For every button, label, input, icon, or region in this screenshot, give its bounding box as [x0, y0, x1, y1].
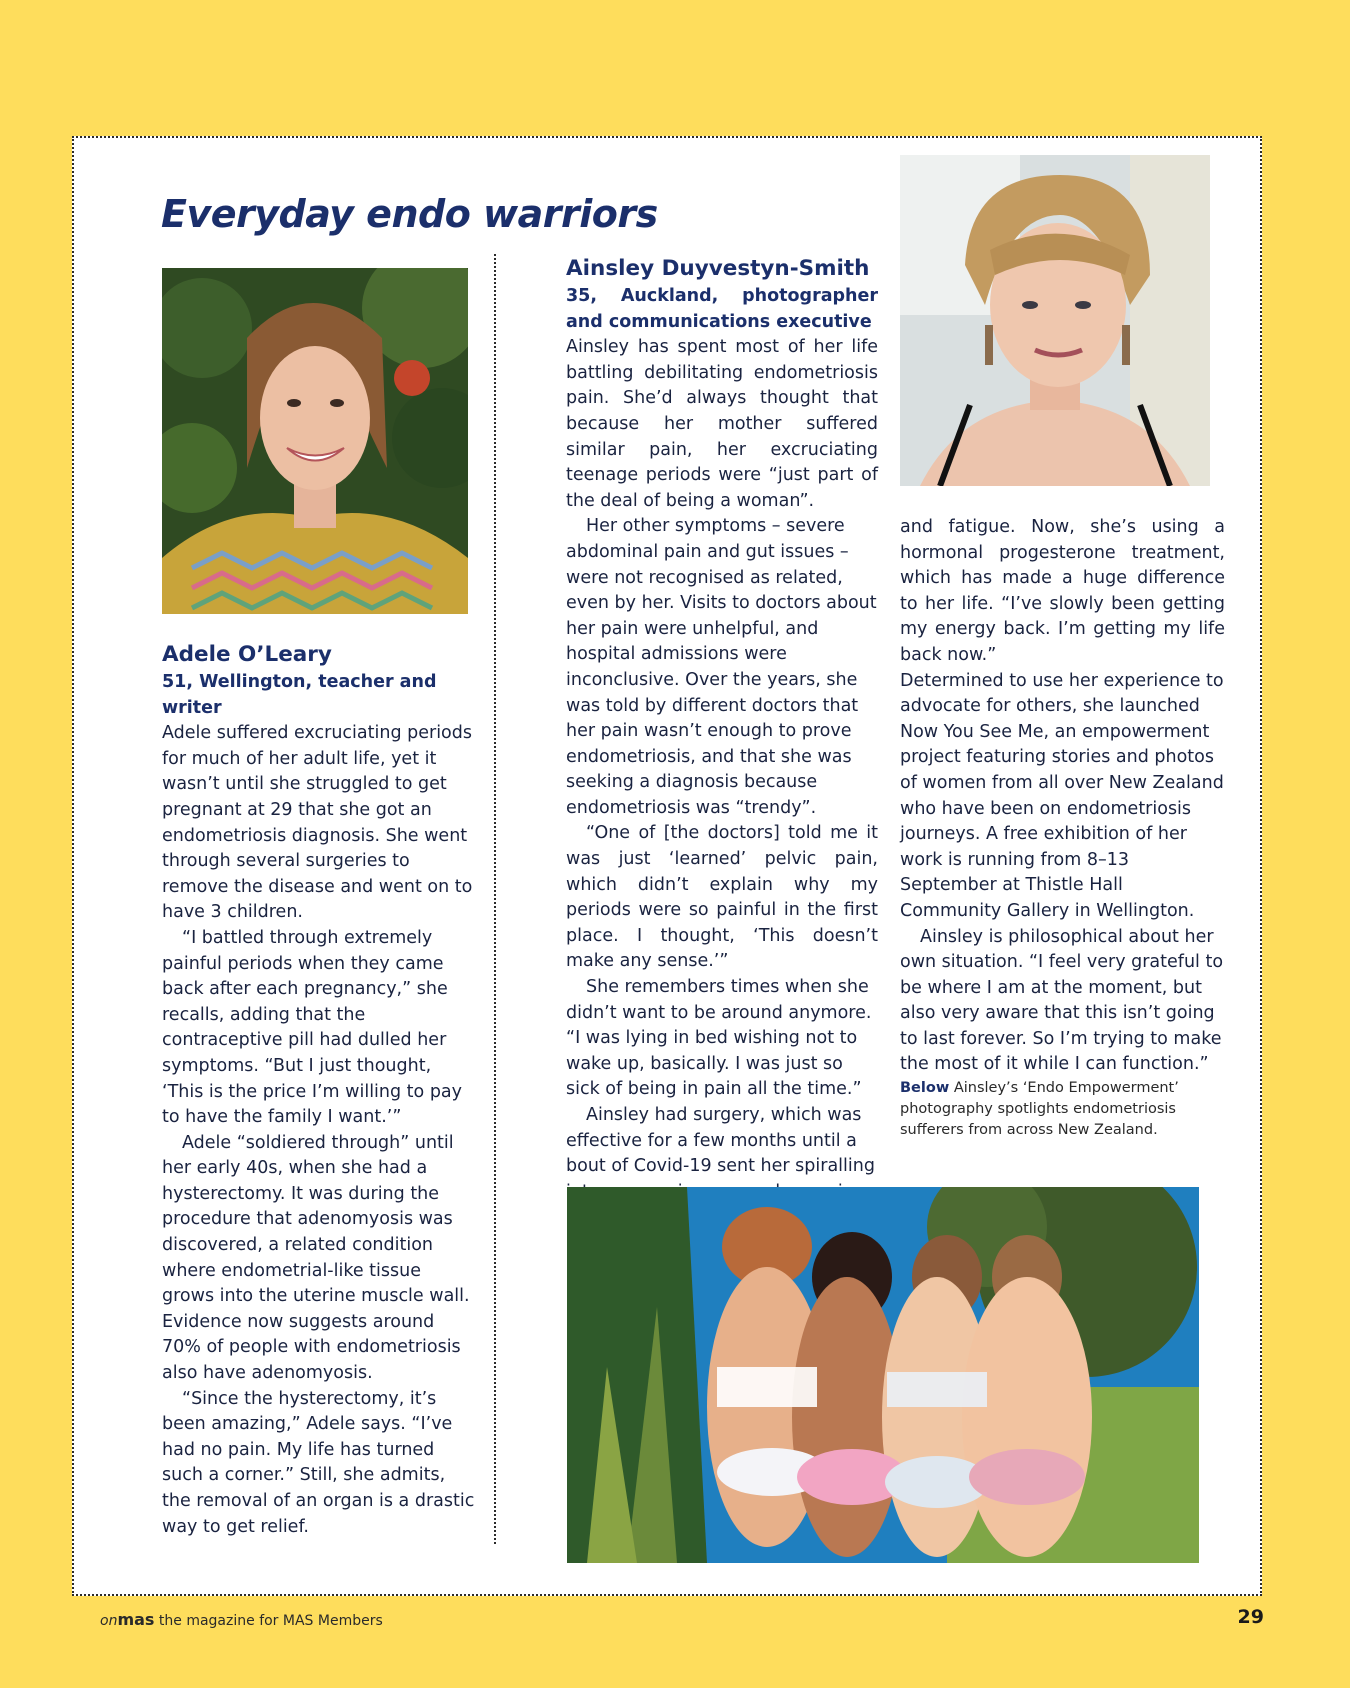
magazine-footer — [100, 1610, 383, 1629]
footer-brand-mas: mas — [117, 1610, 155, 1629]
ainsley-paragraph: and fatigue. Now, she’s using a hormonal progesterone treatment, which has made a huge difference to her life. “I’ve slowly been getting my energy back. I’m getting my life back now.” — [900, 517, 1225, 665]
caption-lead: Below — [900, 1080, 950, 1097]
ainsley-paragraph: Determined to use her experience to advocate for others, she launched Now You See Me, an empowerment project featuring stories and photos of women from all over New Zealand who have been on endometriosis journeys. A free exhibition of her work is running from 8–13 September at Thistle Hall Community Gallery in Wellington. — [900, 670, 1224, 921]
adele-name: Adele O’Leary — [162, 642, 332, 667]
ainsley-name: Ainsley Duyvestyn-Smith — [566, 256, 870, 281]
adele-paragraph: “Since the hysterectomy, it’s been amazing,” Adele says. “I’ve had no pain. My life has turned such a corner.” Still, she admits, the removal of an organ is a drastic way to get relief. — [162, 1388, 475, 1537]
adele-paragraph: “I battled through extremely painful periods when they came back after each pregnancy,” she recalls, adding that the contraceptive pill had dulled her symptoms. “But I just thought, ‘This is the price I’m willing to pay to have the family I want.’” — [162, 927, 463, 1128]
adele-paragraph: Adele “soldiered through” until her early 40s, when she had a hysterectomy. It was during the procedure that adenomyosis was discovered, a related condition where endometrial-like tissue grows into the uterine muscle wall. Evidence now suggests around 70% of people with endometriosis also have adenomyosis. — [162, 1132, 470, 1384]
ainsley-paragraph: Ainsley has spent most of her life battling debilitating endometriosis pain. She’d always thought that because her mother suffered similar pain, her excruciating teenage periods were “just part of the deal of being a woman”. — [566, 337, 878, 511]
ainsley-subtitle: 35, Auckland, photographer and communications executive — [566, 286, 878, 332]
caption-text: Ainsley’s ‘Endo Empowerment’ photography spotlights endometriosis sufferers from across New Zealand. — [900, 1080, 1179, 1139]
ainsley-paragraph: Ainsley is philosophical about her own situation. “I feel very grateful to be where I am at the moment, but also very aware that this isn’t going to last forever. So I’m trying to make the most of it while I can function.” — [900, 926, 1224, 1075]
ainsley-paragraph: “One of [the doctors] told me it was just ‘learned’ pelvic pain, which didn’t explain why my periods were so painful in the first place. I thought, ‘This doesn’t make any sense.’” — [566, 823, 878, 972]
adele-paragraph: Adele suffered excruciating periods for much of her adult life, yet it wasn’t until she struggled to get pregnant at 29 that she got an endometriosis diagnosis. She went through several surgeries to remove the disease and went on to have 3 children. — [162, 723, 473, 923]
footer-tagline: the magazine for MAS Members — [158, 1613, 383, 1629]
ainsley-paragraph: She remembers times when she didn’t want to be around anymore. “I was lying in bed wishing not to wake up, basically. I was just so sick of being in pain all the time.” — [566, 977, 872, 1100]
ainsley-story — [566, 254, 878, 1205]
ainsley-paragraph: Her other symptoms – severe abdominal pain and gut issues – were not recognised as related, even by her. Visits to doctors about her pain were unhelpful, and hospital admissions were inconclusive. Over the years, she was told by different doctors that her pain wasn’t enough to prove endometriosis, and that she was seeking a diagnosis because endometriosis was “trendy”. — [566, 516, 877, 818]
ainsley-portrait-image — [900, 155, 1210, 486]
adele-portrait-image — [162, 268, 468, 614]
adele-story — [162, 640, 477, 1540]
page-title: Everyday endo warriors — [161, 192, 658, 236]
photo-caption — [900, 1078, 1225, 1141]
ainsley-paragraph: Ainsley had surgery, which was effective for a few months until a bout of Covid-19 sent her spiralling — [566, 1105, 875, 1177]
page-number: 29 — [1237, 1606, 1264, 1628]
footer-brand-on: on — [100, 1613, 118, 1629]
ainsley-story-continued — [900, 515, 1225, 1141]
column-divider — [494, 254, 496, 1544]
adele-subtitle: 51, Wellington, teacher and writer — [162, 672, 437, 718]
endo-empowerment-group-image — [567, 1187, 1199, 1563]
